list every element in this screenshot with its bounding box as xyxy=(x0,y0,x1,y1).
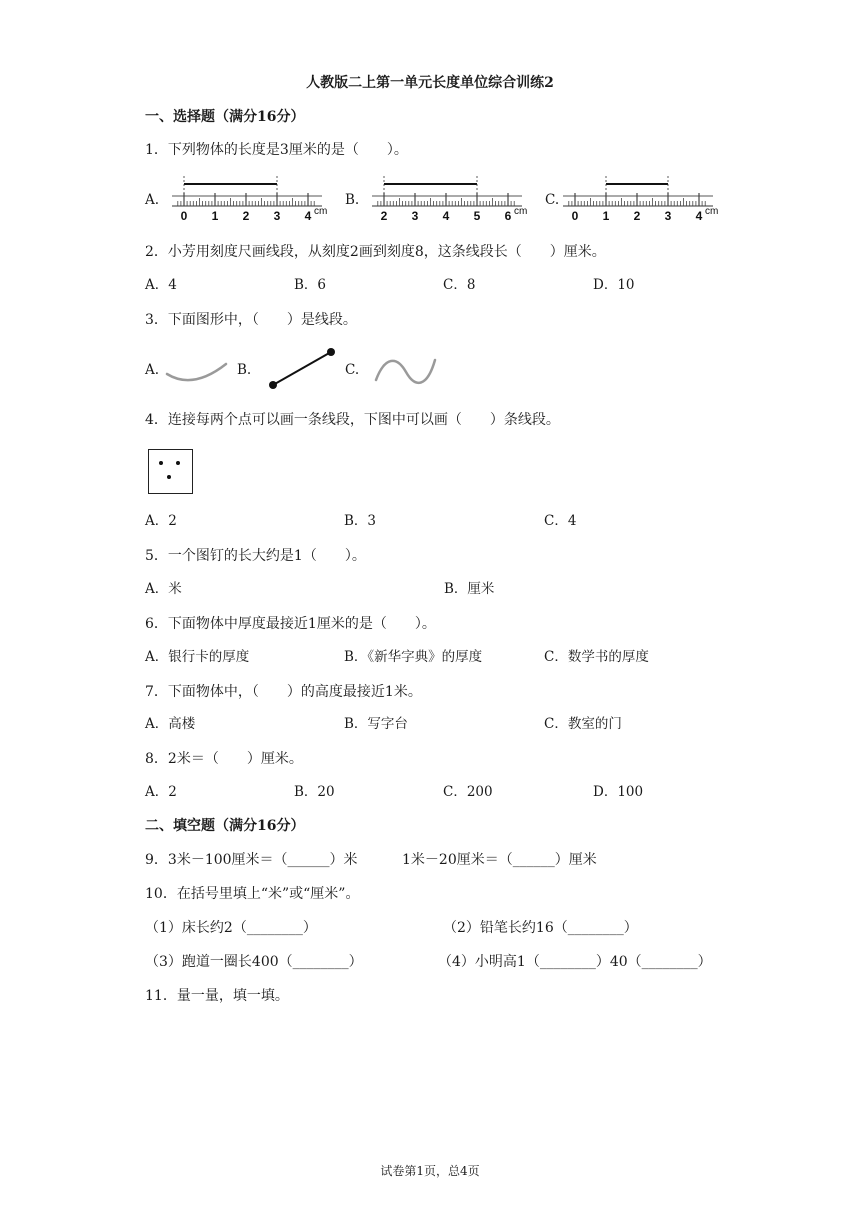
q3-option-c-label[interactable]: C. xyxy=(345,362,360,378)
q1-option-b-label[interactable]: B. xyxy=(345,192,360,208)
question-4: 4．连接每两个点可以画一条线段，下图中可以画（ ）条线段。 xyxy=(145,412,560,428)
q7-option-c[interactable]: C．教室的门 xyxy=(544,716,622,732)
q8-option-a[interactable]: A．2 xyxy=(145,784,177,800)
q5-option-a[interactable]: A．米 xyxy=(145,581,182,597)
q8-option-b[interactable]: B．20 xyxy=(294,784,335,800)
dot xyxy=(176,461,180,465)
question-1: 1．下列物体的长度是3厘米的是（ ）。 xyxy=(145,142,408,158)
question-2: 2．小芳用刻度尺画线段，从刻度2画到刻度8，这条线段长（ ）厘米。 xyxy=(145,244,606,260)
question-8: 8．2米＝（ ）厘米。 xyxy=(145,751,303,767)
page-footer: 试卷第1页，总4页 xyxy=(380,1164,480,1178)
line-segment-figure xyxy=(265,346,340,391)
q3-option-a-label[interactable]: A. xyxy=(145,362,160,378)
section-heading-choice: 一、选择题（满分16分） xyxy=(145,109,305,125)
q4-option-c[interactable]: C．4 xyxy=(544,513,577,529)
q1-option-a-label[interactable]: A. xyxy=(145,192,160,208)
ruler-number-label: 4 xyxy=(304,209,312,223)
q7-option-a[interactable]: A．高楼 xyxy=(145,716,196,732)
ruler-unit-label: cm xyxy=(514,206,528,217)
q10-item-1: （1）床长约2（________） xyxy=(145,920,317,936)
dot xyxy=(167,475,171,479)
question-9-part-2: 1米－20厘米＝（______）厘米 xyxy=(402,852,597,868)
ruler-number-label: 2 xyxy=(380,209,388,223)
q8-option-c[interactable]: C．200 xyxy=(443,784,493,800)
question-6: 6．下面物体中厚度最接近1厘米的是（ ）。 xyxy=(145,616,436,632)
ruler-number-label: 1 xyxy=(211,209,219,223)
ruler-number-label: 3 xyxy=(664,209,672,223)
q5-option-b[interactable]: B．厘米 xyxy=(444,581,495,597)
q2-option-d[interactable]: D．10 xyxy=(593,277,635,293)
wave-curve-figure xyxy=(373,356,443,391)
ruler-number-label: 3 xyxy=(411,209,419,223)
q4-option-b[interactable]: B．3 xyxy=(344,513,377,529)
q6-option-a[interactable]: A．银行卡的厚度 xyxy=(145,649,250,665)
ruler-number-label: 1 xyxy=(602,209,610,223)
ruler-unit-label: cm xyxy=(705,206,719,217)
ruler-number-label: 4 xyxy=(442,209,450,223)
question-7: 7．下面物体中，（ ）的高度最接近1米。 xyxy=(145,684,422,700)
question-9-part-1: 9．3米－100厘米＝（______）米 xyxy=(145,852,358,868)
q10-item-2: （2）铅笔长约16（________） xyxy=(443,920,638,936)
ruler-number-label: 2 xyxy=(633,209,641,223)
question-11: 11．量一量，填一填。 xyxy=(145,988,289,1004)
q10-item-4: （4）小明高1（________）40（________） xyxy=(438,954,712,970)
ruler-number-label: 0 xyxy=(571,209,579,223)
page-title: 人教版二上第一单元长度单位综合训练2 xyxy=(306,75,554,91)
three-dots-box-figure xyxy=(148,449,193,494)
q6-option-b[interactable]: B．《新华字典》的厚度 xyxy=(344,649,483,665)
question-5: 5．一个图钉的长大约是1（ ）。 xyxy=(145,548,366,564)
ruler-number-label: 2 xyxy=(242,209,250,223)
q8-option-d[interactable]: D．100 xyxy=(593,784,644,800)
ruler-number-label: 0 xyxy=(180,209,188,223)
q1-option-c-label[interactable]: C. xyxy=(545,192,560,208)
q2-option-a[interactable]: A．4 xyxy=(145,277,177,293)
section-heading-fill: 二、填空题（满分16分） xyxy=(145,818,305,834)
q4-option-a[interactable]: A．2 xyxy=(145,513,177,529)
q7-option-b[interactable]: B．写字台 xyxy=(344,716,408,732)
q2-option-c[interactable]: C．8 xyxy=(443,277,476,293)
curve-arc-figure xyxy=(163,360,233,390)
q2-option-b[interactable]: B．6 xyxy=(294,277,327,293)
ruler-unit-label: cm xyxy=(314,206,328,217)
ruler-b xyxy=(370,172,528,232)
q3-option-b-label[interactable]: B. xyxy=(237,362,252,378)
question-3: 3．下面图形中，（ ）是线段。 xyxy=(145,312,357,328)
ruler-number-label: 4 xyxy=(695,209,703,223)
ruler-number-label: 5 xyxy=(473,209,481,223)
ruler-number-label: 3 xyxy=(273,209,281,223)
ruler-a xyxy=(170,172,328,232)
dot xyxy=(159,461,163,465)
question-10: 10．在括号里填上“米”或“厘米”。 xyxy=(145,886,360,902)
ruler-number-label: 6 xyxy=(504,209,512,223)
q10-item-3: （3）跑道一圈长400（________） xyxy=(145,954,363,970)
q6-option-c[interactable]: C．数学书的厚度 xyxy=(544,649,649,665)
ruler-c xyxy=(561,172,719,232)
